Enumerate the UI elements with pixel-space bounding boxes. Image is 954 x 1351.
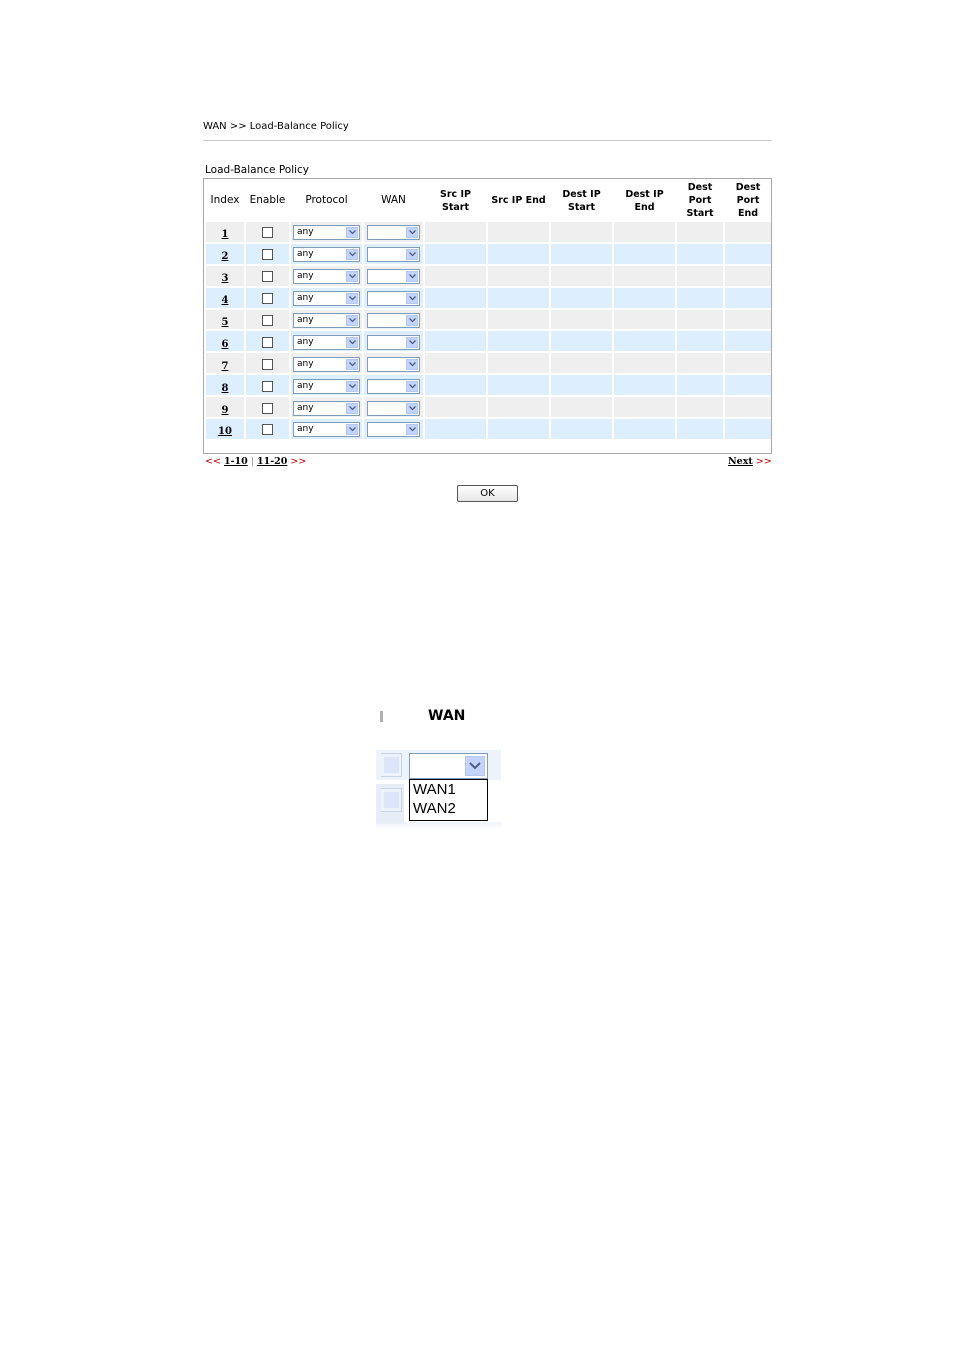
chevron-down-icon[interactable] xyxy=(406,403,418,414)
table-row xyxy=(206,353,771,373)
protocol-select[interactable] xyxy=(293,291,360,306)
wan-cell xyxy=(364,266,423,286)
index-link[interactable]: 1 xyxy=(221,229,229,241)
protocol-value: any xyxy=(297,227,314,238)
protocol-select[interactable] xyxy=(293,247,360,262)
wan-cell xyxy=(364,375,423,395)
enable-cell xyxy=(246,419,289,439)
wan-select[interactable] xyxy=(367,225,420,240)
protocol-value: any xyxy=(297,249,314,260)
protocol-select[interactable] xyxy=(293,335,360,350)
next-link[interactable]: Next xyxy=(728,456,753,467)
wan-cell xyxy=(364,419,423,439)
protocol-cell xyxy=(291,331,362,351)
header-enable: Enable xyxy=(249,194,286,206)
src-ip-end-cell xyxy=(488,375,549,395)
table-row xyxy=(206,310,771,330)
protocol-select[interactable] xyxy=(293,269,360,284)
dest-ip-end-cell xyxy=(614,397,675,417)
dest-ip-end-cell xyxy=(614,266,675,286)
dest-ip-end-cell xyxy=(614,244,675,264)
src-ip-start-cell xyxy=(425,375,486,395)
enable-cell xyxy=(246,397,289,417)
src-ip-start-cell xyxy=(425,353,486,373)
dest-port-start-cell xyxy=(677,331,723,351)
src-ip-end-cell xyxy=(488,419,549,439)
dest-port-end-cell xyxy=(725,353,771,373)
dest-ip-end-cell xyxy=(614,419,675,439)
index-link[interactable]: 10 xyxy=(218,426,232,438)
header-dest-ip-end: Dest IP End xyxy=(625,188,664,213)
dest-port-start-cell xyxy=(677,222,723,242)
protocol-select[interactable] xyxy=(293,401,360,416)
table-row xyxy=(206,397,771,417)
enable-checkbox[interactable] xyxy=(262,381,273,392)
protocol-select-fragment xyxy=(381,753,402,777)
dest-ip-end-cell xyxy=(614,375,675,395)
chevron-down-icon[interactable] xyxy=(346,337,358,348)
dest-port-start-cell xyxy=(677,244,723,264)
protocol-cell xyxy=(291,266,362,286)
breadcrumb: WAN >> Load-Balance Policy xyxy=(203,121,349,132)
wan-cell xyxy=(364,397,423,417)
enable-checkbox[interactable] xyxy=(262,249,273,260)
enable-checkbox[interactable] xyxy=(262,315,273,326)
chevron-down-icon[interactable] xyxy=(346,227,358,238)
dest-port-start-cell xyxy=(677,353,723,373)
policy-table xyxy=(204,179,773,441)
dest-port-end-cell xyxy=(725,310,771,330)
wan-cell xyxy=(364,331,423,351)
enable-checkbox[interactable] xyxy=(262,271,273,282)
dest-port-start-cell xyxy=(677,397,723,417)
protocol-cell xyxy=(291,375,362,395)
wan-select[interactable] xyxy=(367,313,420,328)
src-ip-end-cell xyxy=(488,331,549,351)
protocol-value: any xyxy=(297,380,314,391)
divider xyxy=(203,140,772,141)
dest-port-end-cell xyxy=(725,222,771,242)
dest-ip-start-cell xyxy=(551,375,612,395)
table-row xyxy=(206,288,771,308)
index-cell xyxy=(206,310,244,330)
chevron-down-icon[interactable] xyxy=(346,293,358,304)
zoom-wan-header: WAN xyxy=(428,708,466,724)
chevron-down-icon xyxy=(384,792,399,808)
chevron-down-icon[interactable] xyxy=(406,381,418,392)
index-link[interactable]: 2 xyxy=(221,251,229,263)
index-link[interactable]: 8 xyxy=(221,382,229,394)
enable-cell xyxy=(246,222,289,242)
policy-table-container xyxy=(203,178,772,454)
enable-checkbox[interactable] xyxy=(262,293,273,304)
pager-page-1-10[interactable]: 1-10 xyxy=(223,456,248,467)
protocol-value: any xyxy=(297,293,314,304)
header-src-ip-end: Src IP End xyxy=(491,195,546,206)
enable-cell xyxy=(246,353,289,373)
header-dest-ip-start: Dest IP Start xyxy=(562,188,601,213)
src-ip-end-cell xyxy=(488,310,549,330)
enable-cell xyxy=(246,266,289,286)
protocol-cell xyxy=(291,288,362,308)
chevron-down-icon[interactable] xyxy=(465,756,485,776)
src-ip-start-cell xyxy=(425,397,486,417)
header-protocol: Protocol xyxy=(305,194,348,206)
chevron-down-icon[interactable] xyxy=(406,227,418,238)
chevron-down-icon[interactable] xyxy=(346,424,358,435)
dest-port-start-cell xyxy=(677,375,723,395)
pager xyxy=(205,456,306,467)
wan-select[interactable] xyxy=(367,269,420,284)
src-ip-start-cell xyxy=(425,288,486,308)
header-dest-port-start: Dest Port Start xyxy=(686,182,714,219)
index-cell xyxy=(206,375,244,395)
dest-port-end-cell xyxy=(725,375,771,395)
header-fragment xyxy=(380,711,383,722)
enable-cell xyxy=(246,310,289,330)
protocol-value: any xyxy=(297,402,314,413)
protocol-cell xyxy=(291,310,362,330)
wan-cell xyxy=(364,353,423,373)
protocol-select[interactable] xyxy=(293,313,360,328)
wan-select[interactable] xyxy=(367,291,420,306)
src-ip-end-cell xyxy=(488,353,549,373)
chevron-down-icon[interactable] xyxy=(406,424,418,435)
dest-ip-start-cell xyxy=(551,266,612,286)
wan-select[interactable] xyxy=(367,357,420,372)
src-ip-end-cell xyxy=(488,288,549,308)
index-link[interactable]: 9 xyxy=(221,404,229,416)
protocol-select[interactable] xyxy=(293,225,360,240)
src-ip-end-cell xyxy=(488,397,549,417)
chevron-down-icon[interactable] xyxy=(406,315,418,326)
index-link[interactable]: 5 xyxy=(221,317,229,328)
dest-ip-end-cell xyxy=(614,353,675,373)
enable-checkbox[interactable] xyxy=(262,227,273,238)
protocol-value: any xyxy=(297,424,314,435)
pager-separator: | xyxy=(250,456,254,467)
protocol-cell xyxy=(291,244,362,264)
chevron-down-icon[interactable] xyxy=(346,315,358,326)
wan-select[interactable] xyxy=(367,422,420,437)
chevron-down-icon[interactable] xyxy=(406,293,418,304)
enable-checkbox[interactable] xyxy=(262,403,273,414)
protocol-cell xyxy=(291,222,362,242)
header-wan: WAN xyxy=(381,194,406,206)
src-ip-start-cell xyxy=(425,266,486,286)
dest-ip-start-cell xyxy=(551,331,612,351)
wan-cell xyxy=(364,310,423,330)
wan-option-wan2[interactable]: WAN2 xyxy=(413,800,456,817)
wan-select[interactable] xyxy=(367,335,420,350)
chevron-down-icon[interactable] xyxy=(346,381,358,392)
dest-port-end-cell xyxy=(725,331,771,351)
index-cell xyxy=(206,419,244,439)
enable-cell xyxy=(246,375,289,395)
dest-port-end-cell xyxy=(725,397,771,417)
index-cell xyxy=(206,244,244,264)
dest-port-start-cell xyxy=(677,419,723,439)
index-cell xyxy=(206,288,244,308)
dest-ip-start-cell xyxy=(551,397,612,417)
table-row xyxy=(206,244,771,264)
enable-cell xyxy=(246,288,289,308)
dest-port-start-cell xyxy=(677,288,723,308)
chevron-down-icon[interactable] xyxy=(406,271,418,282)
dest-ip-end-cell xyxy=(614,331,675,351)
protocol-select[interactable] xyxy=(293,379,360,394)
protocol-select[interactable] xyxy=(293,357,360,372)
dest-port-end-cell xyxy=(725,266,771,286)
wan-dropdown-zoom xyxy=(376,700,501,830)
dest-port-end-cell xyxy=(725,244,771,264)
wan-cell xyxy=(364,288,423,308)
chevron-down-icon[interactable] xyxy=(346,271,358,282)
dest-ip-start-cell xyxy=(551,244,612,264)
table-row xyxy=(206,375,771,395)
chevron-down-icon[interactable] xyxy=(406,359,418,370)
wan-select[interactable] xyxy=(367,379,420,394)
dest-ip-start-cell xyxy=(551,222,612,242)
index-link[interactable]: 6 xyxy=(221,338,229,350)
header-src-ip-start: Src IP Start xyxy=(440,188,471,213)
table-row xyxy=(206,331,771,351)
dest-ip-end-cell xyxy=(614,222,675,242)
pager-next-marker: >> xyxy=(290,456,307,467)
src-ip-start-cell xyxy=(425,331,486,351)
chevron-down-icon[interactable] xyxy=(406,249,418,260)
protocol-value: any xyxy=(297,336,314,347)
enable-cell xyxy=(246,244,289,264)
wan-select[interactable] xyxy=(367,247,420,262)
protocol-value: any xyxy=(297,358,314,369)
chevron-down-icon[interactable] xyxy=(346,249,358,260)
protocol-cell xyxy=(291,397,362,417)
pager-prev-marker: << xyxy=(205,456,221,467)
table-body xyxy=(206,222,771,439)
dest-ip-start-cell xyxy=(551,310,612,330)
index-cell xyxy=(206,222,244,242)
chevron-down-icon[interactable] xyxy=(346,359,358,370)
dest-port-end-cell xyxy=(725,288,771,308)
index-cell xyxy=(206,331,244,351)
dest-ip-end-cell xyxy=(614,288,675,308)
dest-ip-start-cell xyxy=(551,419,612,439)
protocol-select-fragment xyxy=(381,788,402,812)
src-ip-start-cell xyxy=(425,244,486,264)
ok-button[interactable]: OK xyxy=(457,485,518,502)
src-ip-end-cell xyxy=(488,266,549,286)
next-arrow: >> xyxy=(755,456,772,467)
chevron-down-icon[interactable] xyxy=(406,337,418,348)
chevron-down-icon xyxy=(384,757,399,773)
pager-page-11-20[interactable]: 11-20 xyxy=(257,456,288,467)
pager-next xyxy=(728,456,772,467)
index-cell xyxy=(206,353,244,373)
enable-cell xyxy=(246,331,289,351)
src-ip-end-cell xyxy=(488,222,549,242)
header-dest-port-end: Dest Port End xyxy=(735,182,761,219)
enable-checkbox[interactable] xyxy=(262,359,273,370)
chevron-down-icon[interactable] xyxy=(346,403,358,414)
section-title: Load-Balance Policy xyxy=(205,164,310,176)
wan-option-wan1[interactable]: WAN1 xyxy=(413,781,456,798)
protocol-cell xyxy=(291,419,362,439)
dest-port-start-cell xyxy=(677,310,723,330)
table-row xyxy=(206,419,771,439)
protocol-select[interactable] xyxy=(293,422,360,437)
src-ip-start-cell xyxy=(425,222,486,242)
wan-select[interactable] xyxy=(367,401,420,416)
dest-ip-start-cell xyxy=(551,288,612,308)
zoom-fade xyxy=(376,822,501,830)
wan-options-list xyxy=(409,779,488,821)
dest-ip-end-cell xyxy=(614,310,675,330)
src-ip-start-cell xyxy=(425,310,486,330)
index-cell xyxy=(206,397,244,417)
wan-cell xyxy=(364,222,423,242)
dest-ip-start-cell xyxy=(551,353,612,373)
index-cell xyxy=(206,266,244,286)
enable-checkbox[interactable] xyxy=(262,424,273,435)
zoom-wan-select[interactable] xyxy=(409,753,488,779)
protocol-cell xyxy=(291,353,362,373)
index-link[interactable]: 7 xyxy=(221,360,229,372)
table-header-row xyxy=(206,181,771,220)
protocol-value: any xyxy=(297,271,314,282)
enable-checkbox[interactable] xyxy=(262,337,273,348)
protocol-value: any xyxy=(297,315,314,325)
header-index: Index xyxy=(210,194,240,206)
dest-port-end-cell xyxy=(725,419,771,439)
index-link[interactable]: 4 xyxy=(221,295,229,307)
wan-cell xyxy=(364,244,423,264)
dest-port-start-cell xyxy=(677,266,723,286)
table-row xyxy=(206,222,771,242)
src-ip-end-cell xyxy=(488,244,549,264)
index-link[interactable]: 3 xyxy=(221,273,229,285)
src-ip-start-cell xyxy=(425,419,486,439)
table-row xyxy=(206,266,771,286)
